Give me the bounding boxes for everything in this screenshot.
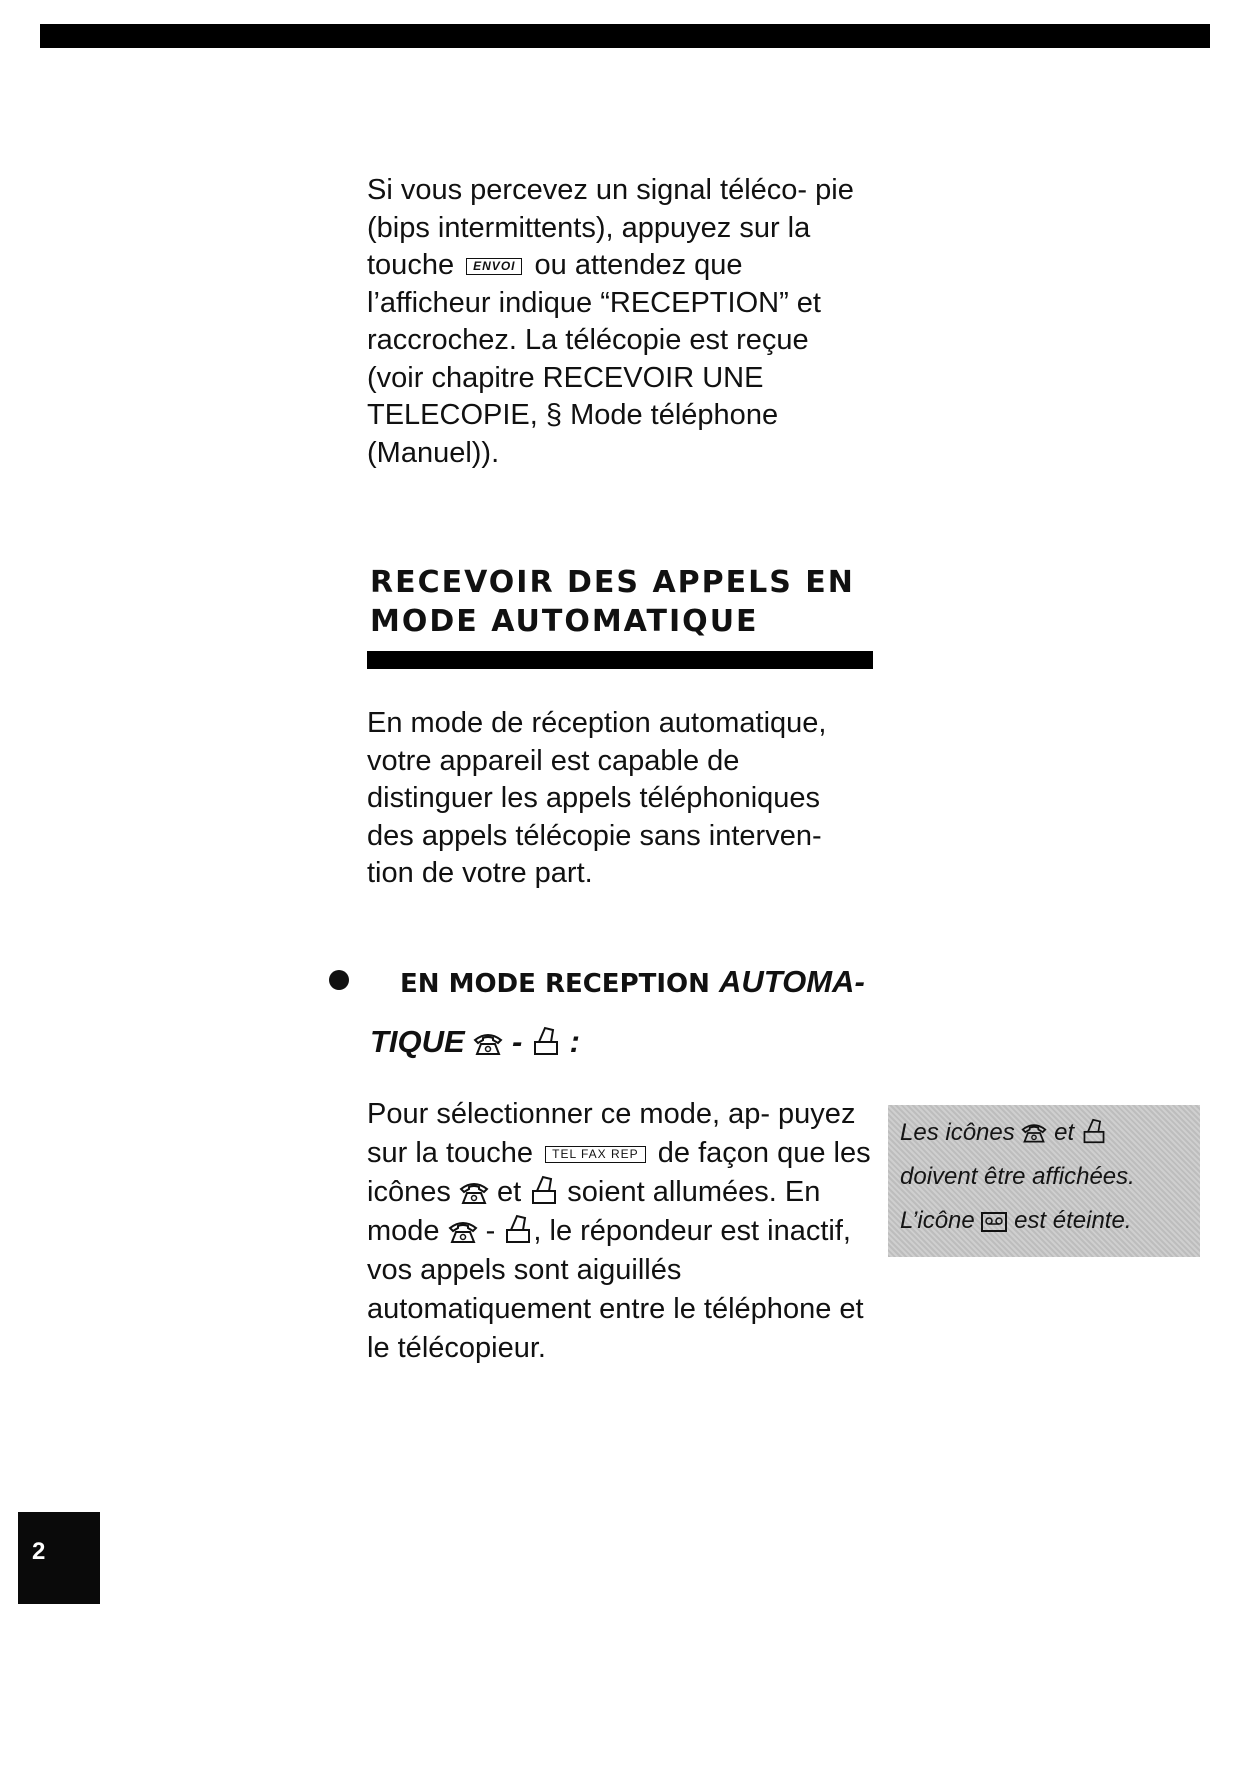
note-line1 [900,1111,1196,1155]
subhead-line2 [370,1022,770,1062]
subhead-tique: TIQUE [370,1024,465,1059]
fax-icon [531,1026,561,1056]
display-note-box [888,1105,1200,1257]
note-line3-b: est éteinte. [1014,1207,1132,1234]
select-text-e: - [485,1215,496,1247]
select-text-d: soient allumées. En mode [367,1176,821,1247]
section-title-line2: MODE AUTOMATIQUE [370,604,759,639]
section-title-line1: RECEVOIR DES APPELS EN [370,565,855,600]
subhead-line1 [400,965,880,1001]
phone-icon [1021,1122,1047,1144]
note-line2: doivent être affichées. [900,1163,1135,1190]
auto-mode-paragraph [367,705,872,893]
select-mode-paragraph [367,1095,872,1368]
fax-icon [529,1175,559,1205]
subhead-normal: EN MODE RECEPTION [400,969,710,999]
bullet-dot [329,970,349,990]
fax-icon [1081,1118,1107,1144]
cassette-icon [981,1212,1007,1232]
phone-icon [473,1032,503,1056]
subhead-italic: AUTOMA- [718,964,865,999]
tel-fax-rep-key: TEL FAX REP [545,1146,646,1163]
select-text-b: de façon que les icônes [367,1137,871,1208]
page-number-tab [18,1512,100,1604]
envoi-key: ENVOI [466,258,522,275]
note-line3-a: L’icône [900,1207,975,1234]
select-text-a: Pour sélectionner ce mode, ap- puyez sur la touche [367,1098,856,1169]
phone-icon [448,1220,478,1244]
intro-text-b: ou attendez que l’afficheur indique “RECEPTION” et raccrochez. La télécopie est reçue (voir chapitre RECEVOIR UNE TELECOPIE, § Mode téléphone (Manuel)). [367,249,821,469]
note-line1-a: Les icônes [900,1119,1015,1146]
auto-mode-text: En mode de réception automatique, votre appareil est capable de distinguer les appels téléphoniques des appels télécopie sans interven- tion de votre part. [367,707,827,889]
section-rule [367,651,873,669]
intro-paragraph [367,172,872,472]
phone-icon [459,1181,489,1205]
section-title [370,563,870,641]
intro-text-a: Si vous percevez un signal téléco- pie (bips intermittents), appuyez sur la touche [367,174,854,281]
fax-icon [503,1214,533,1244]
note-line3 [900,1199,1196,1243]
subhead-colon: : [569,1024,580,1059]
select-text-c: et [496,1176,522,1208]
page-number: 2 [32,1538,46,1565]
subhead-dash: - [511,1024,523,1059]
note-line1-b: et [1054,1119,1075,1146]
select-text-f: , le répondeur est inactif, vos appels sont aiguillés automatiquement entre le téléphone et le télécopieur. [367,1215,864,1364]
top-rule [40,24,1210,48]
